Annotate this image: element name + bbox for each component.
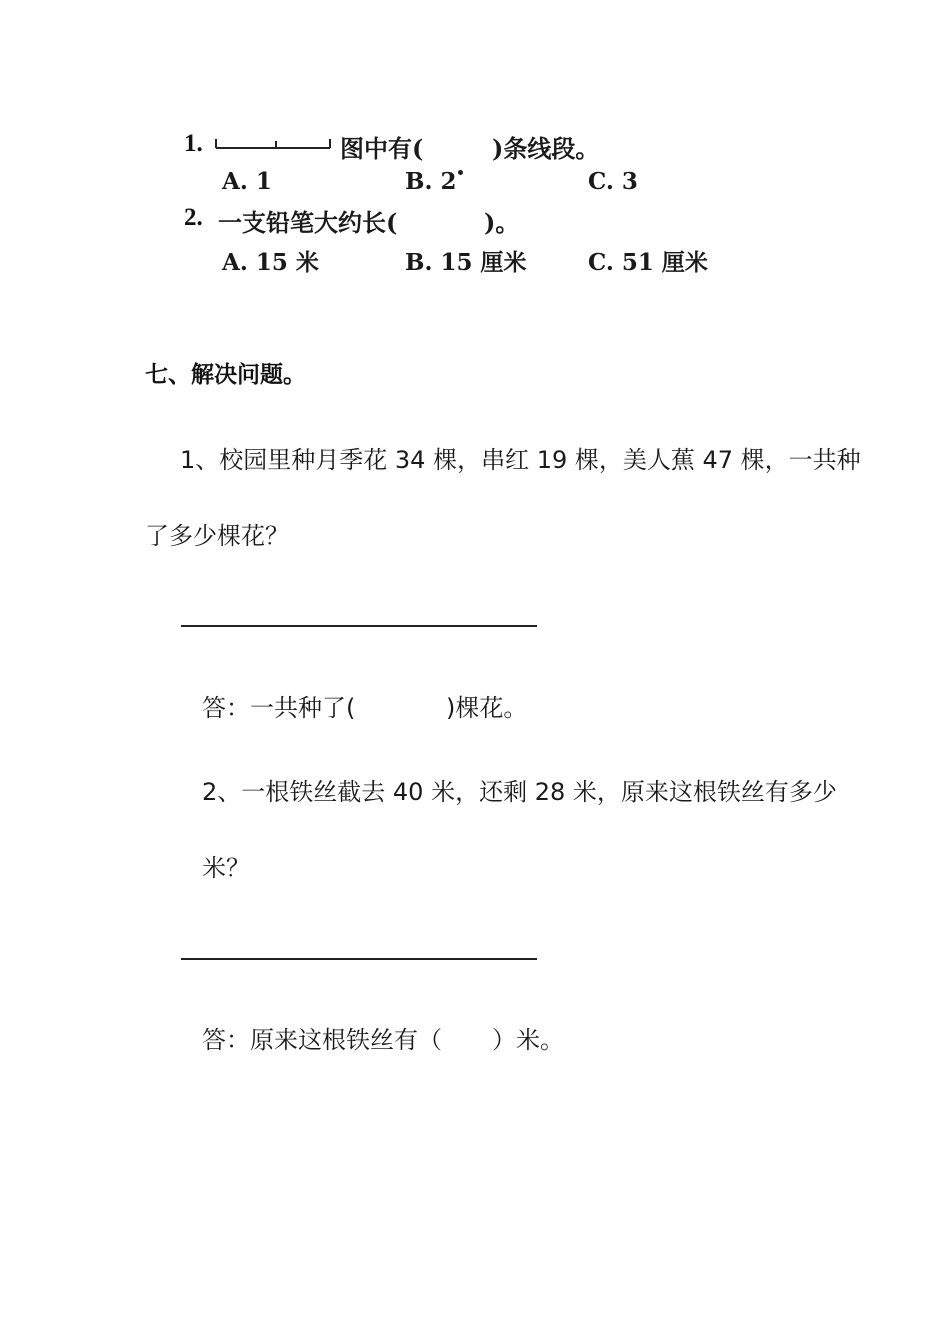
problem-1-line-2: 了多少棵花？	[145, 522, 289, 550]
q1-option-c: C. 3	[588, 168, 638, 195]
q2-text-after: )。	[484, 208, 520, 237]
problem-2-line-2: 米？	[202, 854, 250, 882]
q1-option-a: A. 1	[222, 168, 272, 195]
q1-text-before: 图中有(	[340, 134, 424, 163]
problem-2-answer: 答：原来这根铁丝有（	[202, 1026, 442, 1054]
problem-1-answer: 答：一共种了(	[202, 694, 356, 722]
problem-2-line-1: 2、一根铁丝截去 40 米，还剩 28 米，原来这根铁丝有多少	[202, 778, 837, 806]
q2-number: 2.	[184, 204, 203, 231]
section-heading: 七、解决问题。	[145, 362, 306, 388]
q2-option-a: A. 15 米	[222, 249, 319, 276]
q2-text: 一支铅笔大约长(	[218, 208, 398, 237]
problem-2-answer-after: ）米。	[492, 1026, 564, 1054]
q2-option-c: C. 51 厘米	[588, 249, 708, 276]
q2-option-b: B. 15 厘米	[405, 249, 527, 276]
speck-mark	[458, 170, 463, 175]
problem-2-answer-line[interactable]	[181, 958, 537, 960]
q1-number: 1.	[184, 130, 203, 157]
q1-text-after: )条线段。	[492, 134, 600, 163]
q1-option-b: B. 2	[405, 168, 457, 195]
problem-1-answer-after: )棵花。	[446, 694, 528, 722]
problem-1-line-1: 1、校园里种月季花 34 棵，串红 19 棵，美人蕉 47 棵，一共种	[180, 446, 861, 474]
problem-1-answer-line[interactable]	[181, 625, 537, 627]
line-segment-figure	[214, 136, 334, 152]
